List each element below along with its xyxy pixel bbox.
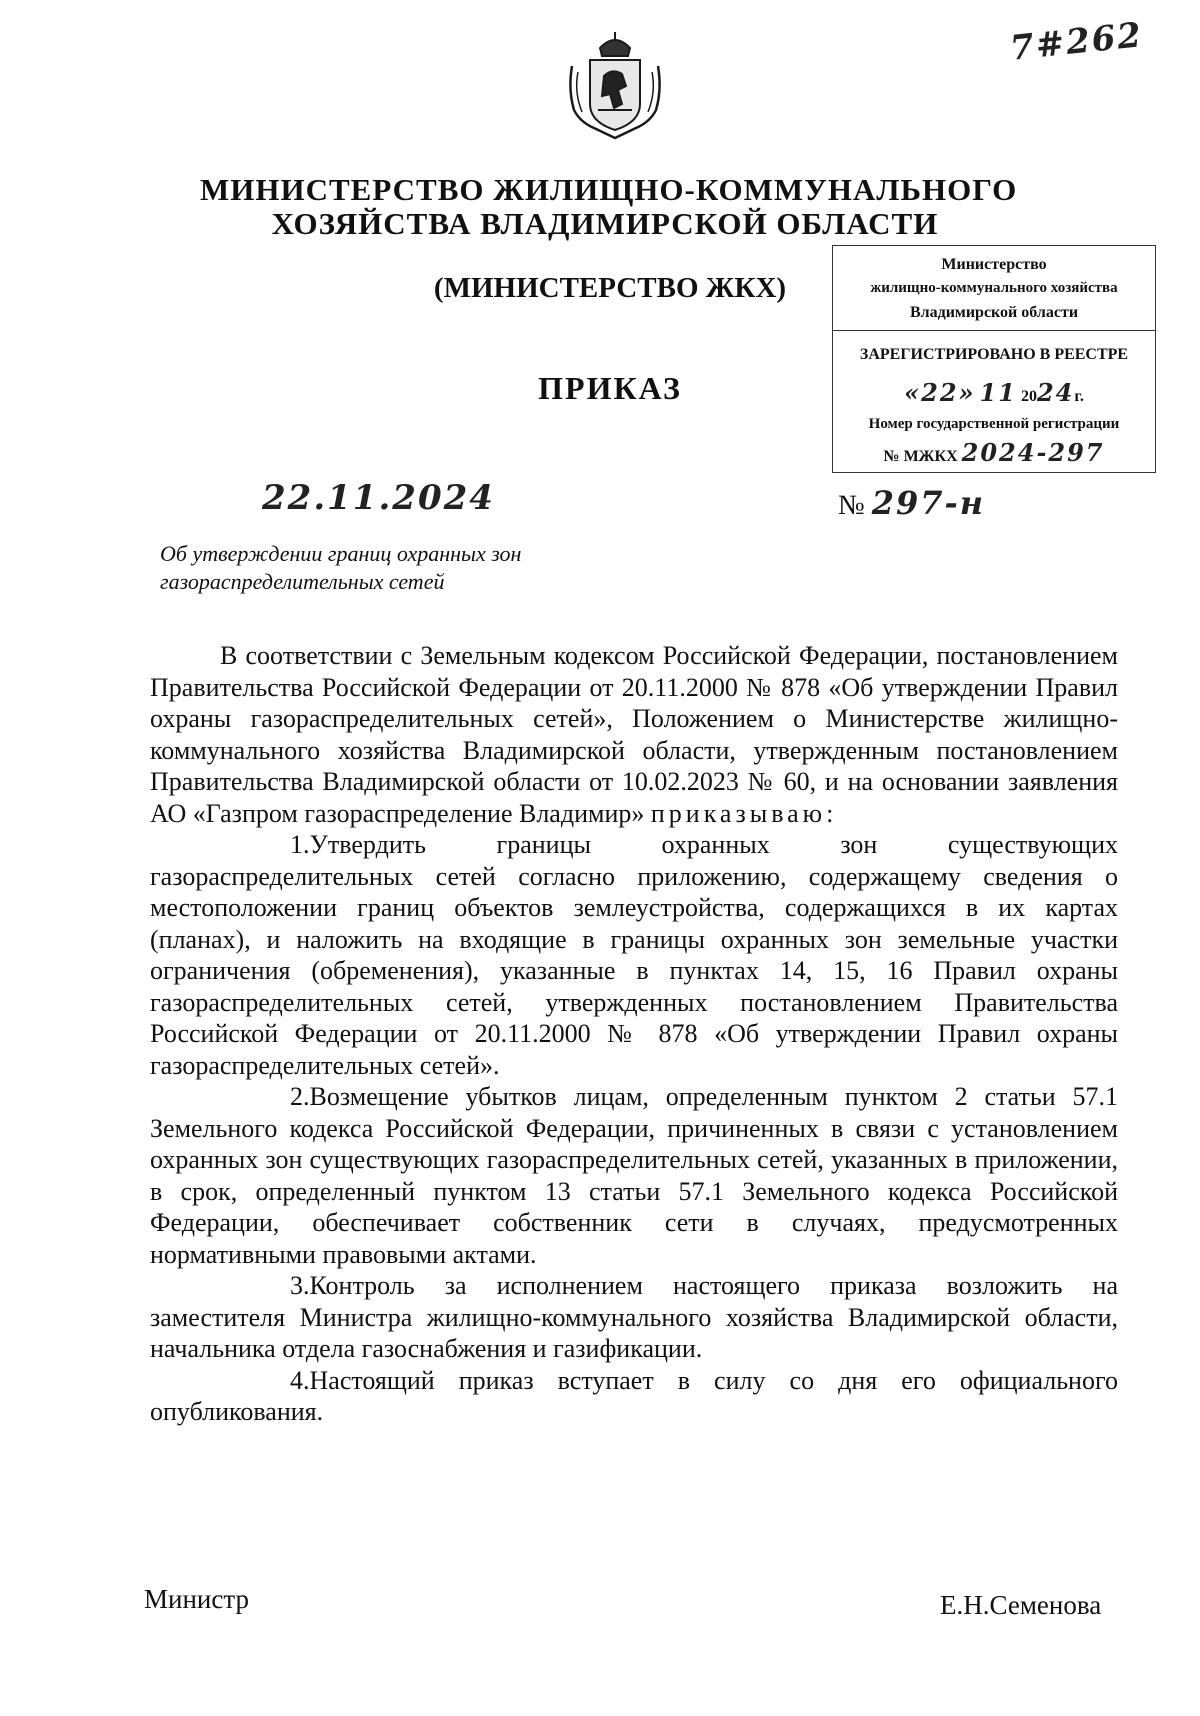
item-text: Контроль за исполнением настоящего приказа возложить на заместителя Министра жилищно-коммунального хозяйства Владимирской области, начальника отдела газоснабжения и газификации. (150, 1271, 1118, 1363)
stamp-reg-number-line (833, 438, 1155, 467)
registration-stamp (832, 245, 1156, 473)
stamp-ministry-line2: жилищно-коммунального хозяйства (870, 280, 1118, 296)
document-type-title: ПРИКАЗ (538, 370, 682, 406)
body-preamble (150, 640, 1118, 829)
item-text: Настоящий приказ вступает в силу со дня его официального опубликования. (150, 1365, 1118, 1426)
stamp-date-year-suffix: 24 (1036, 378, 1075, 407)
handwritten-corner-note: 7#262 (1008, 15, 1145, 69)
stamp-reg-number-label: Номер государственной регистрации (868, 416, 1120, 432)
stamp-divider (833, 330, 1155, 331)
stamp-date-year-prefix: 20 (1020, 388, 1037, 405)
order-subject-line2: газораспределительных сетей (160, 569, 445, 594)
order-number (838, 484, 985, 522)
preamble-text: В соответствии с Земельным кодексом Российской Федерации, постановлением Правительства Российской Федерации от 20.11.2000 № 878 «Об утверждении Правил охраны газораспределительных сетей», Положением о Министерстве жилищно-коммунального хозяйства Владимирской области, утвержденным постановлением Правительства Владимирской области от 10.02.2023 № 60, и на основании заявления АО «Газпром газораспределение Владимир» (150, 641, 1118, 828)
stamp-date-day: «22» (904, 378, 976, 407)
order-word: приказываю: (650, 798, 838, 828)
body-item-4 (150, 1365, 1118, 1428)
stamp-ministry-line3: Владимирской области (909, 304, 1079, 321)
item-text: Утвердить границы охранных зон существующих газораспределительных сетей согласно приложению, содержащему сведения о местоположении границ объектов землеустройства, содержащихся в их картах (планах), и наложить на входящие в границы охранных зон земельные участки ограничения (обременения), указанные в пунктах 14, 15, 16 Правил охраны газораспределительных сетей, утвержденных постановлением Правительства Российской Федерации от 20.11.2000 № 878 «Об утверждении Правил охраны газораспределительных сетей». (150, 830, 1118, 1080)
coat-of-arms-emblem (560, 30, 670, 142)
stamp-date-month: 11 (979, 378, 1017, 407)
ministry-name-line2: ХОЗЯЙСТВА ВЛАДИМИРСКОЙ ОБЛАСТИ (271, 206, 939, 241)
signatory-name: Е.Н.Семенова (940, 1590, 1102, 1620)
stamp-ministry-line1: Министерство (941, 256, 1047, 273)
stamp-reg-number: 2024-297 (961, 438, 1105, 467)
stamp-date-year-unit: г. (1074, 388, 1084, 405)
body-item-1 (150, 829, 1118, 1081)
item-number: 3. (290, 1271, 310, 1300)
order-subject-line1: Об утверждении границ охранных зон (160, 541, 522, 566)
item-text: Возмещение убытков лицам, определенным пунктом 2 статьи 57.1 Земельного кодекса Российской Федерации, причиненных в связи с установлением охранных зон существующих газораспределительных сетей, указанных в приложении, в срок, определенный пунктом 13 статьи 57.1 Земельного кодекса Российской Федерации, обеспечивает собственник сети в случаях, предусмотренных нормативными правовыми актами. (150, 1082, 1118, 1269)
item-number: 4. (290, 1365, 310, 1395)
order-subject (160, 540, 620, 596)
body-item-2 (150, 1081, 1118, 1270)
order-number-value: 297-н (871, 484, 986, 522)
ministry-short-name: (МИНИСТЕРСТВО ЖКХ) (433, 272, 787, 304)
body-item-3 (150, 1270, 1118, 1365)
item-number: 2. (290, 1082, 310, 1111)
order-number-prefix: № (838, 490, 865, 521)
ministry-name-line1: МИНИСТЕРСТВО ЖИЛИЩНО-КОММУНАЛЬНОГО (200, 172, 1018, 207)
stamp-reg-number-prefix: № МЖКХ (883, 448, 958, 465)
item-number: 1. (290, 830, 310, 859)
stamp-date-line (833, 378, 1155, 407)
order-body (150, 640, 1118, 1428)
stamp-registered-label: ЗАРЕГИСТРИРОВАНО В РЕЕСТРЕ (859, 346, 1129, 363)
order-date: 22.11.2024 (262, 478, 495, 518)
signatory-title: Министр (144, 1584, 249, 1614)
